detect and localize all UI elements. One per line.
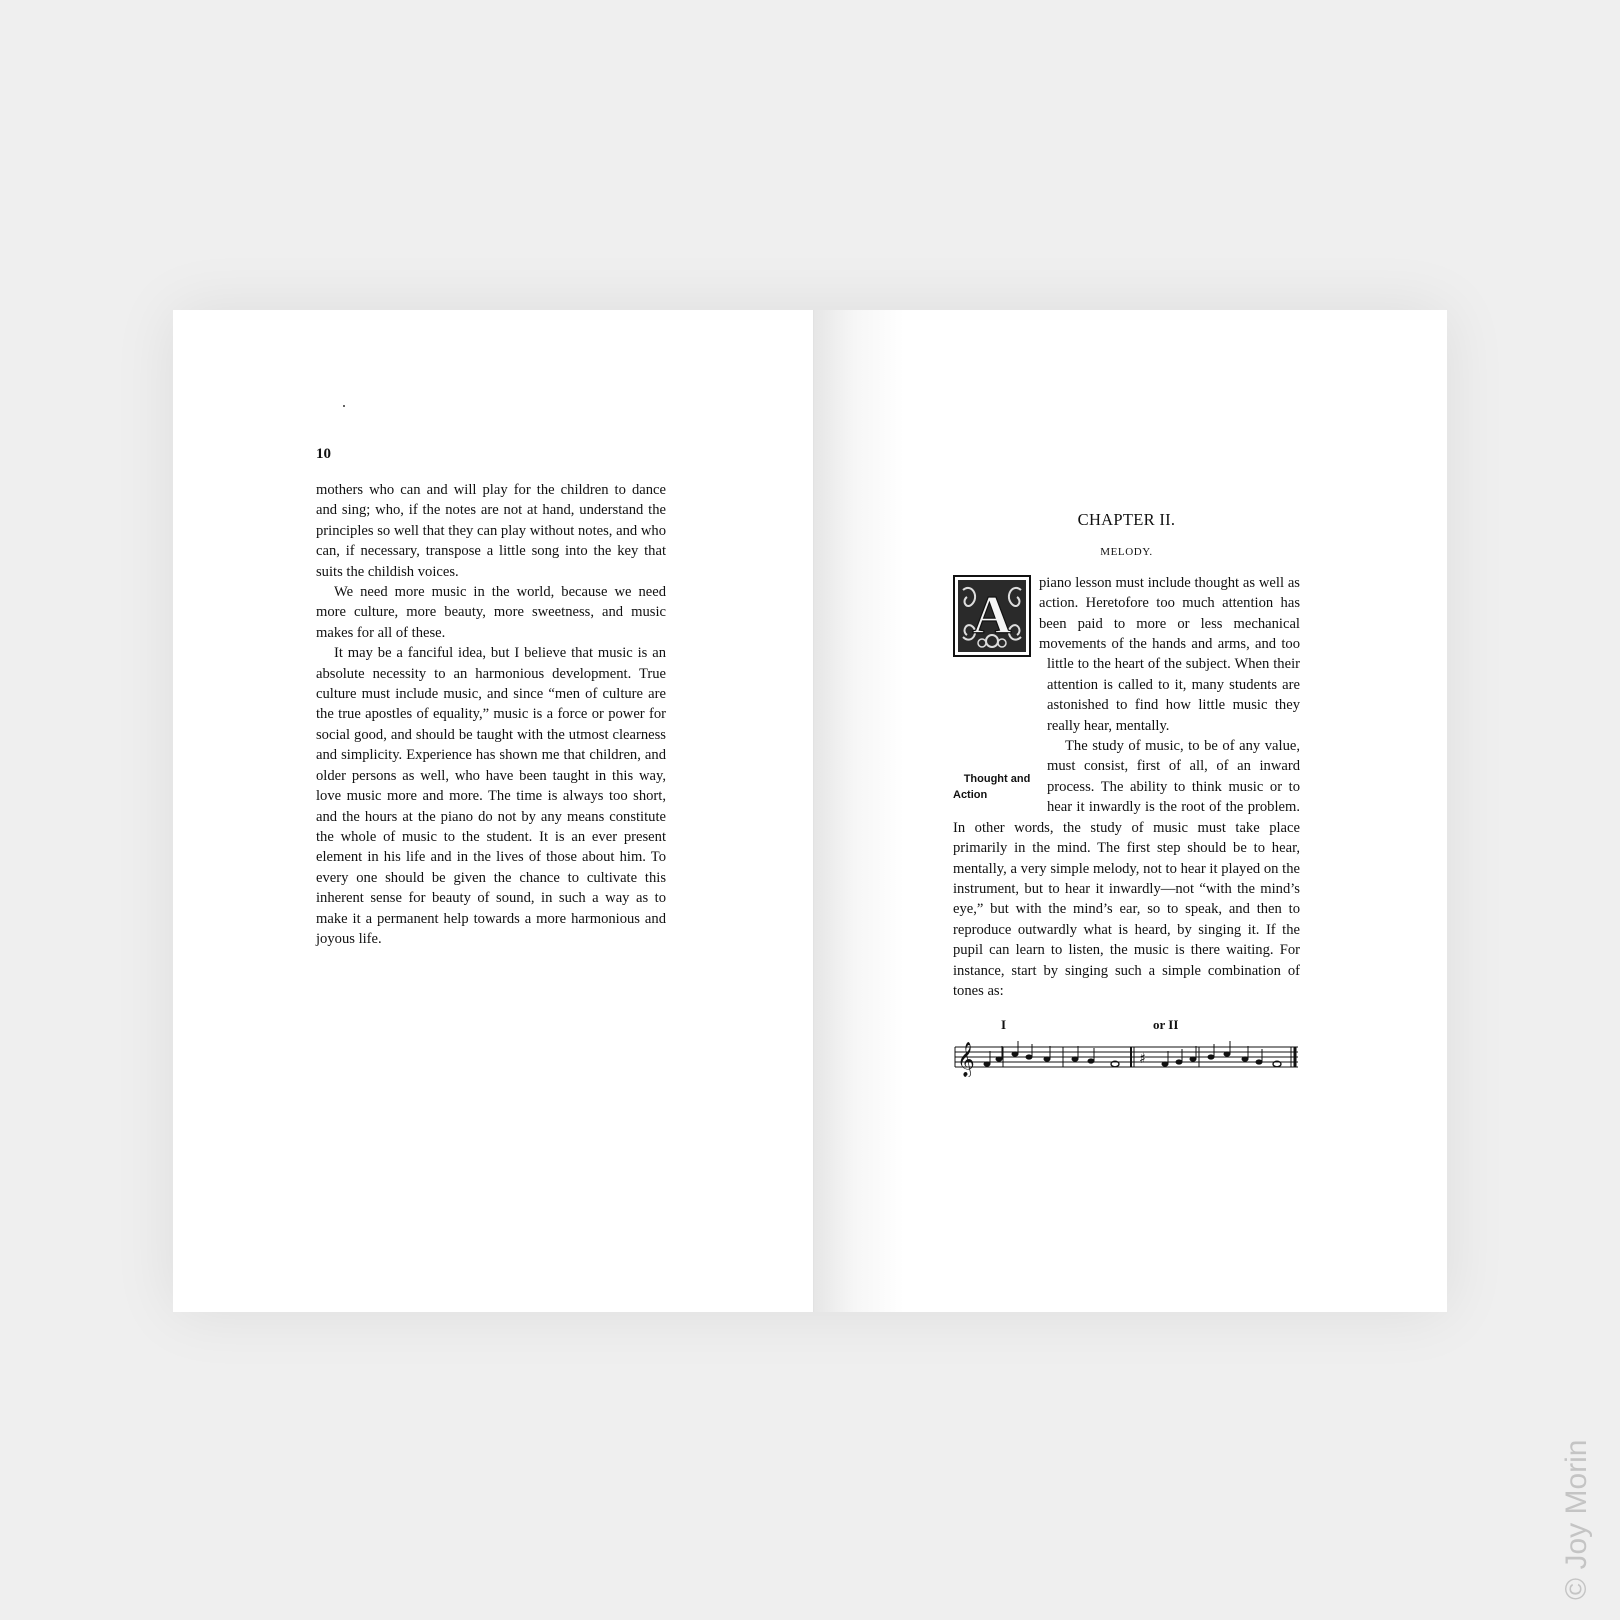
paragraph: Thought and Action piano lesson must include thought as well as action. Heretofore too much attention has been paid to more or less mechanical movements of the hands and arms, and too little to the heart of the subject. When their attention is called to it, many students are astonished to find how little music they really hear, mentally. bbox=[953, 574, 1300, 801]
left-page-text bbox=[316, 480, 666, 949]
music-notation bbox=[953, 1015, 1300, 1078]
book-spread bbox=[173, 310, 1447, 1312]
paragraph: The study of music, to be of any value, must consist, first of all, of an inward process. The ability to think music or to hear it inwardly is the root of the problem. In other words, the study of music must take place primarily in the mind. The first step should be to hear, mentally, a very simple melody, not to hear it played on the instrument, but to hear it inwardly—not “with the mind’s eye,” but with the mind’s ear, so to speak, and then to reproduce outwardly what is heard, by singing it. If the pupil can learn to listen, the music is there waiting. For instance, start by singing such a simple combination of tones as: bbox=[953, 738, 1300, 999]
svg-text:♯: ♯ bbox=[1139, 1051, 1146, 1068]
chapter-title: CHAPTER II. bbox=[1077, 510, 1176, 529]
right-page-text bbox=[953, 510, 1300, 1078]
paragraph: mothers who can and will play for the children to dance and sing; who, if the notes are not at hand, understand the principles so well that they can play without notes, and who can, if necessary, transpose a little song into the key that suits the childish voices. bbox=[316, 482, 666, 580]
margin-note: Thought and Action bbox=[953, 772, 1031, 801]
paragraph: It may be a fanciful idea, but I believe that music is an absolute necessity to an harmonious development. True culture must include music, and since “men of culture are the true apostles of equality,” music is a force or power for social good, and should be taught with the utmost clearness and simplicity. Experience has shown me that children, and older persons as well, who have been taught in this way, love music more and more. The time is always too short, and the hours at the piano do not by any means constitute the whole of music to the student. It is an ever present element in his life and in the lives of those about him. To every one should be given the chance to cultivate this inherent sense for beauty of sound, in such a way as to make it a permanent help towards a more harmonious and joyous life. bbox=[316, 645, 666, 947]
paragraph: We need more music in the world, because we need more culture, more beauty, more sweetness, and music makes for all of these. bbox=[316, 584, 666, 641]
page-speck bbox=[343, 405, 345, 407]
svg-text:𝄞: 𝄞 bbox=[957, 1042, 975, 1078]
music-label: or II bbox=[1153, 1017, 1179, 1033]
copyright-watermark: © Joy Morin bbox=[1560, 1439, 1593, 1600]
music-staff-icon bbox=[953, 1033, 1300, 1077]
music-label: I bbox=[1001, 1017, 1007, 1033]
svg-text:A: A bbox=[972, 584, 1012, 645]
ornamental-dropcap-icon bbox=[953, 575, 1031, 657]
page-number: 10 bbox=[316, 446, 331, 462]
right-page bbox=[814, 310, 1447, 1312]
chapter-subtitle: MELODY. bbox=[1100, 546, 1153, 559]
left-page bbox=[173, 310, 813, 1312]
